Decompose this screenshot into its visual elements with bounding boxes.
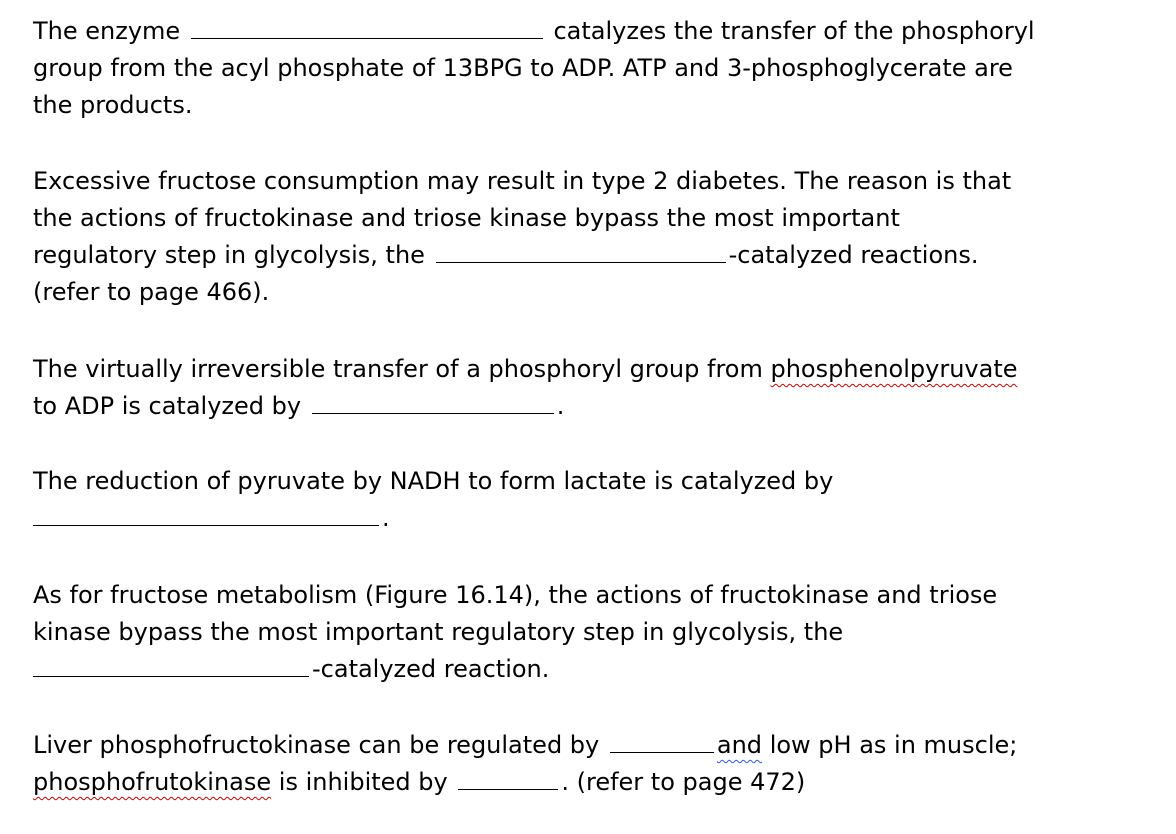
question-4-text-end: . xyxy=(382,504,390,532)
answer-blank-7[interactable] xyxy=(458,767,558,790)
question-2-line-3 xyxy=(33,237,1011,274)
grammar-flagged-word[interactable]: and xyxy=(716,731,763,759)
worksheet-page xyxy=(33,0,1143,834)
question-6-line-1 xyxy=(33,727,1017,764)
question-2-line-1: Excessive fructose consumption may result in type 2 diabetes. The reason is that xyxy=(33,167,1012,195)
answer-blank-2[interactable] xyxy=(436,240,726,263)
question-1-text-end: catalyzes the transfer of the phosphoryl xyxy=(553,17,1035,45)
question-6-text-end-2: . (refer to page 472) xyxy=(561,768,806,796)
question-3-text-mid: to ADP is catalyzed by xyxy=(33,392,302,420)
question-5 xyxy=(33,577,997,688)
question-3 xyxy=(33,351,1018,425)
question-4-line-1: The reduction of pyruvate by NADH to form lactate is catalyzed by xyxy=(33,467,834,495)
question-4 xyxy=(33,463,833,537)
question-3-line-1 xyxy=(33,351,1018,388)
answer-blank-6[interactable] xyxy=(610,730,714,753)
question-3-text-start: The virtually irreversible transfer of a phosphoryl group from xyxy=(33,355,763,383)
question-2-text-end: -catalyzed reactions. xyxy=(728,241,979,269)
question-1 xyxy=(33,13,1035,124)
question-5-line-2: kinase bypass the most important regulatory step in glycolysis, the xyxy=(33,618,844,646)
question-1-line-2: group from the acyl phosphate of 13BPG to ADP. ATP and 3-phosphoglycerate are xyxy=(33,54,1013,82)
answer-blank-3[interactable] xyxy=(312,391,554,414)
answer-blank-1[interactable] xyxy=(191,16,543,39)
question-3-line-2 xyxy=(33,388,1018,425)
question-2-text-start: regulatory step in glycolysis, the xyxy=(33,241,425,269)
question-6-line-2 xyxy=(33,764,1017,801)
answer-blank-5[interactable] xyxy=(33,654,309,677)
spelling-flagged-word-2[interactable]: phosphofrutokinase xyxy=(33,768,272,796)
question-2-line-2: the actions of fructokinase and triose kinase bypass the most important xyxy=(33,204,900,232)
question-6-text-mid: is inhibited by xyxy=(278,768,448,796)
question-5-text-end: -catalyzed reaction. xyxy=(312,655,550,683)
question-5-line-3 xyxy=(33,651,997,688)
answer-blank-4[interactable] xyxy=(33,503,379,526)
question-6-text-end: low pH as in muscle; xyxy=(769,731,1018,759)
question-4-line-2 xyxy=(33,500,833,537)
question-3-text-end: . xyxy=(556,392,565,420)
question-1-text-start: The enzyme xyxy=(33,17,181,45)
question-1-line-1 xyxy=(33,13,1035,50)
question-5-line-1: As for fructose metabolism (Figure 16.14), the actions of fructokinase and triose xyxy=(33,581,998,609)
question-1-line-3: the products. xyxy=(33,91,193,119)
question-6 xyxy=(33,727,1017,801)
question-2-line-4: (refer to page 466). xyxy=(33,278,270,306)
question-6-text-start: Liver phosphofructokinase can be regulated by xyxy=(33,731,600,759)
question-2 xyxy=(33,163,1011,311)
spelling-flagged-word[interactable]: phosphenolpyruvate xyxy=(770,355,1018,383)
